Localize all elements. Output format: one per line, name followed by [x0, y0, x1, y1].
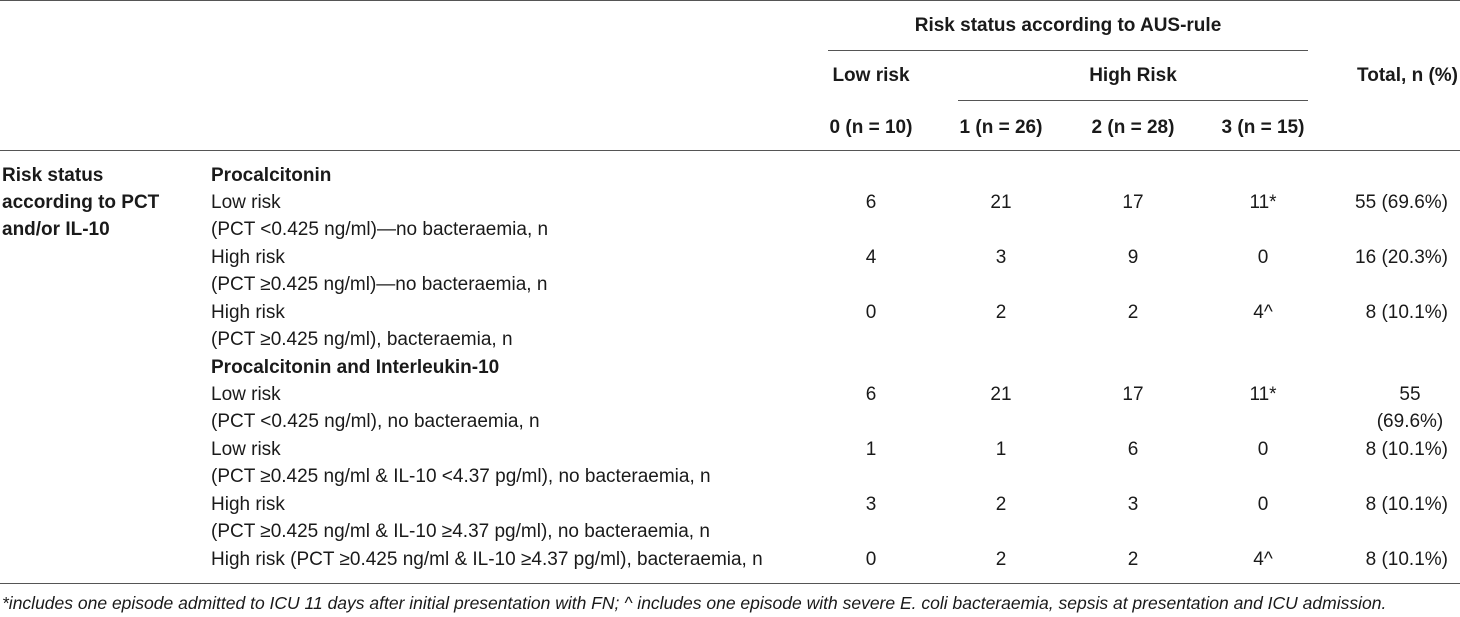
row-label-line-3: and/or IL-10 — [2, 219, 110, 240]
cell-total: 8 (10.1%) — [1365, 494, 1448, 515]
cell-total: 8 (10.1%) — [1365, 549, 1448, 570]
group-rule — [828, 50, 1308, 51]
cell-col-2: 17 — [1122, 384, 1144, 405]
row-sublabel: (PCT ≥0.425 ng/ml & IL-10 ≥4.37 pg/ml), no bacteraemia, n — [211, 521, 710, 542]
row-label: High risk — [211, 247, 285, 268]
cell-col-3: 11* — [1249, 192, 1277, 213]
cell-total: 8 (10.1%) — [1365, 302, 1448, 323]
cell-col-3: 4^ — [1253, 302, 1273, 323]
cell-col-1: 1 — [995, 439, 1007, 460]
cell-col-1: 3 — [995, 247, 1007, 268]
row-label: High risk — [211, 302, 285, 323]
low-risk-header: Low risk — [832, 65, 910, 86]
cell-col-2: 6 — [1127, 439, 1139, 460]
body-bottom-rule — [0, 583, 1460, 584]
row-sublabel: (PCT <0.425 ng/ml)—no bacteraemia, n — [211, 219, 549, 240]
cell-col-3: 0 — [1257, 247, 1269, 268]
cell-col-1: 21 — [990, 384, 1012, 405]
row-label: High risk — [211, 494, 285, 515]
col-header-2: 2 (n = 28) — [1091, 117, 1175, 138]
cell-total-cont: (69.6%) — [1376, 411, 1444, 432]
cell-col-3: 0 — [1257, 439, 1269, 460]
cell-col-0: 6 — [865, 384, 877, 405]
footnote: *includes one episode admitted to ICU 11 days after initial presentation with FN; ^ includes one episode with severe E. coli bacteraemia, sepsis at presentation and ICU admission. — [2, 593, 1387, 613]
cell-col-2: 2 — [1127, 302, 1139, 323]
cell-col-0: 0 — [865, 302, 877, 323]
row-label: High risk (PCT ≥0.425 ng/ml & IL-10 ≥4.37 pg/ml), bacteraemia, n — [211, 549, 763, 570]
cell-col-3: 11* — [1249, 384, 1277, 405]
cell-col-2: 9 — [1127, 247, 1139, 268]
cell-col-3: 0 — [1257, 494, 1269, 515]
header-bottom-rule — [0, 150, 1460, 151]
cell-col-0: 1 — [865, 439, 877, 460]
cell-col-0: 6 — [865, 192, 877, 213]
cell-col-2: 17 — [1122, 192, 1144, 213]
row-sublabel: (PCT ≥0.425 ng/ml & IL-10 <4.37 pg/ml), no bacteraemia, n — [211, 466, 711, 487]
cell-col-1: 2 — [995, 302, 1007, 323]
section-title-pct-il10: Procalcitonin and Interleukin-10 — [211, 357, 500, 378]
row-label-line-2: according to PCT — [2, 192, 160, 213]
row-sublabel: (PCT ≥0.425 ng/ml), bacteraemia, n — [211, 329, 513, 350]
cell-col-1: 21 — [990, 192, 1012, 213]
cell-col-0: 4 — [865, 247, 877, 268]
row-label: Low risk — [211, 192, 281, 213]
high-risk-header: High Risk — [1089, 65, 1177, 86]
cell-total: 8 (10.1%) — [1365, 439, 1448, 460]
top-rule — [0, 0, 1460, 1]
row-label: Low risk — [211, 439, 281, 460]
section-title-procalcitonin: Procalcitonin — [211, 165, 332, 186]
cell-total: 55 (69.6%) — [1355, 192, 1448, 213]
cell-col-2: 2 — [1127, 549, 1139, 570]
col-header-0: 0 (n = 10) — [829, 117, 913, 138]
cell-col-1: 2 — [995, 549, 1007, 570]
col-header-1: 1 (n = 26) — [959, 117, 1043, 138]
cell-col-1: 2 — [995, 494, 1007, 515]
cell-total: 16 (20.3%) — [1355, 247, 1448, 268]
group-title: Risk status according to AUS-rule — [914, 15, 1222, 36]
total-header: Total, n (%) — [1357, 65, 1458, 86]
cell-total: 55 — [1399, 384, 1421, 405]
cell-col-0: 3 — [865, 494, 877, 515]
row-label: Low risk — [211, 384, 281, 405]
col-header-3: 3 (n = 15) — [1221, 117, 1305, 138]
cell-col-3: 4^ — [1253, 549, 1273, 570]
highrisk-rule — [958, 100, 1308, 101]
cell-col-0: 0 — [865, 549, 877, 570]
row-sublabel: (PCT ≥0.425 ng/ml)—no bacteraemia, n — [211, 274, 548, 295]
row-label-line-1: Risk status — [2, 165, 104, 186]
cell-col-2: 3 — [1127, 494, 1139, 515]
row-sublabel: (PCT <0.425 ng/ml), no bacteraemia, n — [211, 411, 540, 432]
